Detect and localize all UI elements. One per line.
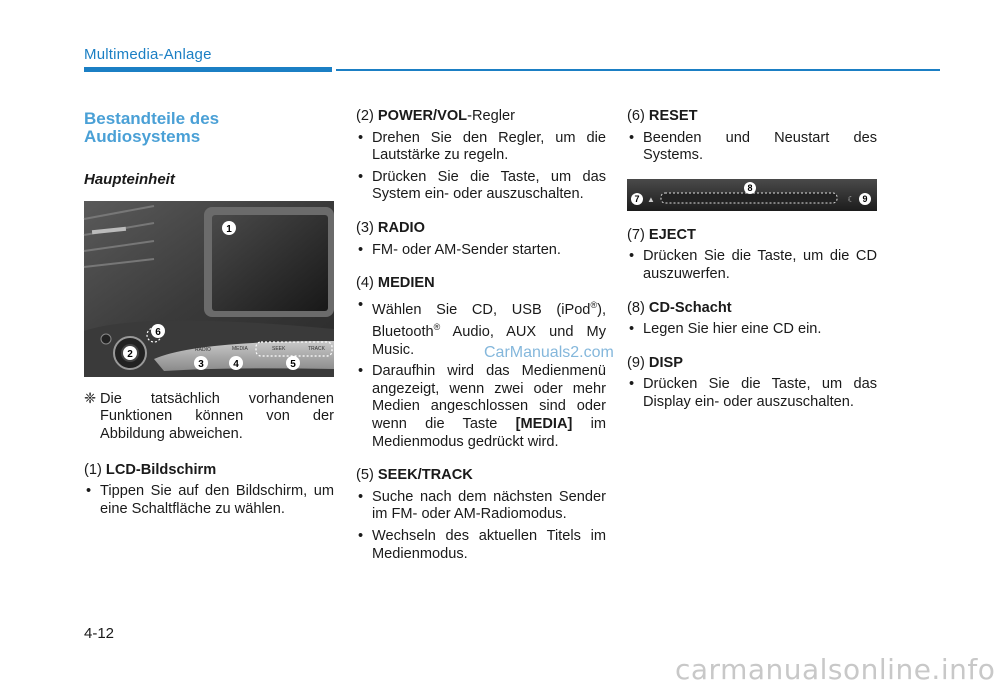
item-3-heading: (3) RADIO [356, 219, 425, 236]
watermark-carmanualsonline: carmanualsonline.info [675, 653, 995, 686]
svg-text:8: 8 [747, 182, 753, 193]
note [84, 391, 334, 444]
header-rule-thick [84, 67, 332, 72]
callout-6 [151, 324, 165, 338]
item-5-bullet-2: • Wechseln des aktuellen Titels im Medienmodus. [356, 528, 606, 563]
column-1 [84, 108, 334, 518]
item-4-bullet-2: • Daraufhin wird das Medienmenü angezeigt, wenn zwei oder mehr Medien angeschlossen sind oder wenn die Taste [MEDIA] im Medienmodus gedrückt wird. [356, 363, 606, 451]
item-2-bullet-2: • Drücken Sie die Taste, um das System ein- oder auszuschalten. [356, 169, 606, 204]
callout-7 [631, 193, 643, 205]
item-5-bullet-1: • Suche nach dem nächsten Sender im FM- oder AM-Radiomodus. [356, 489, 606, 524]
header-rule-thin [336, 69, 940, 71]
svg-text:5: 5 [290, 358, 296, 370]
item-9-heading: (9) DISP [627, 354, 683, 371]
item-5-heading: (5) SEEK/TRACK [356, 467, 473, 484]
header-title: Multimedia-Anlage [84, 46, 212, 63]
item-8-bullet: • Legen Sie hier eine CD ein. [627, 321, 877, 339]
svg-text:3: 3 [198, 358, 204, 370]
svg-text:1: 1 [226, 223, 232, 235]
head-unit-photo [84, 201, 334, 377]
column-2 [356, 108, 606, 563]
section-title: Bestandteile des Audiosystems [84, 109, 220, 146]
item-4-heading: (4) MEDIEN [356, 275, 435, 292]
item-7-bullet: • Drücken Sie die Taste, um die CD auszuwerfen. [627, 248, 877, 283]
unit-label-track: TRACK [308, 345, 325, 352]
callout-4 [229, 356, 243, 370]
svg-text:7: 7 [634, 193, 640, 204]
note-mark: ❈ [84, 390, 97, 407]
svg-text:▲: ▲ [647, 194, 655, 204]
unit-label-radio: RADIO [195, 346, 211, 353]
callout-9 [859, 193, 871, 205]
item-2-heading: (2) POWER/VOL-Regler [356, 108, 515, 124]
item-7-heading: (7) EJECT [627, 226, 696, 243]
item-3-bullet: • FM- oder AM-Sender starten. [356, 242, 606, 260]
svg-text:9: 9 [862, 193, 868, 204]
unit-label-media: MEDIA [232, 345, 248, 352]
watermark-carmanuals2: CarManuals2.com [484, 344, 614, 361]
note-text: Die tatsächlich vorhandenen Funktionen können von der Abbildung abweichen. [100, 390, 334, 442]
page-number: 4-12 [84, 625, 115, 642]
item-9-bullet: • Drücken Sie die Taste, um das Display ein- oder auszuschalten. [627, 376, 877, 411]
svg-text:☾: ☾ [847, 194, 855, 204]
unit-label-seek: SEEK [272, 345, 286, 352]
column-3 [627, 108, 877, 412]
item-1-bullet: • Tippen Sie auf den Bildschirm, um eine Schaltfläche zu wählen. [84, 483, 334, 518]
item-1-heading: (1) LCD-Bildschirm [84, 461, 217, 478]
item-8-heading: (8) CD-Schacht [627, 299, 732, 316]
svg-text:6: 6 [155, 326, 161, 338]
item-2-bullet-1: • Drehen Sie den Regler, um die Lautstärke zu regeln. [356, 130, 606, 165]
item-6-heading: (6) RESET [627, 108, 698, 124]
callout-5 [286, 356, 300, 370]
callout-3 [194, 356, 208, 370]
subtitle: Haupteinheit [84, 171, 175, 189]
callout-8 [744, 182, 756, 194]
item-4-bullet-1: • Wählen Sie CD, USB (iPod®), Bluetooth® Audio, AUX und My Music. [356, 297, 606, 360]
item-6-bullet: • Beenden und Neustart des Systems. [627, 130, 877, 165]
callout-1 [222, 221, 236, 235]
callout-2 [123, 346, 137, 360]
svg-text:4: 4 [233, 358, 239, 370]
cd-slot-strip [627, 179, 877, 211]
svg-text:2: 2 [127, 348, 133, 360]
